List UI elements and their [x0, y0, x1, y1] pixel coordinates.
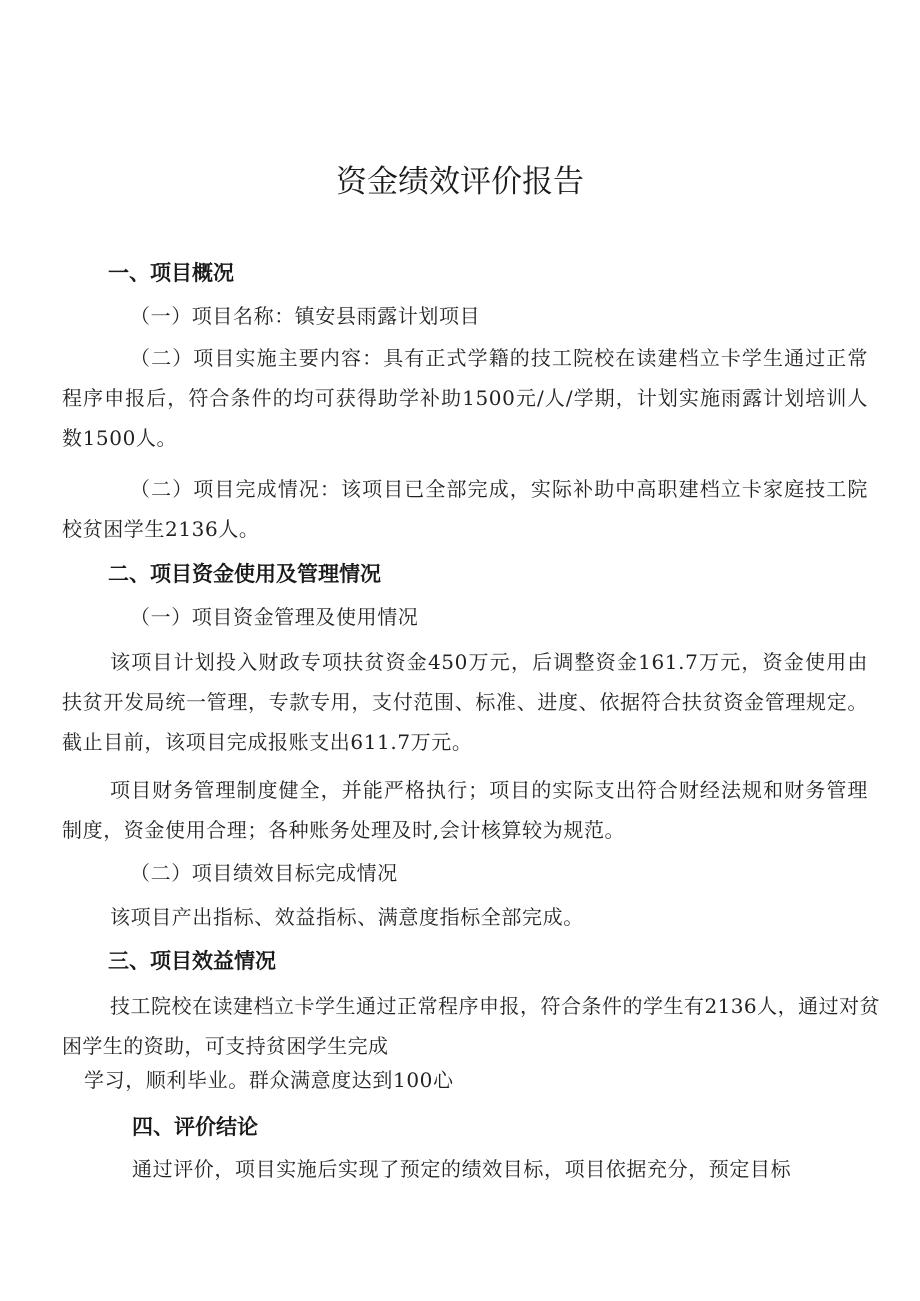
- subheading-performance-goals: （二）项目绩效目标完成情况: [130, 861, 398, 885]
- section-heading-benefits: 三、项目效益情况: [108, 949, 276, 973]
- paragraph-project-name: （一）项目名称：镇安县雨露计划项目: [130, 304, 481, 328]
- paragraph-benefits: 技工院校在读建档立卡学生通过正常程序申报，符合条件的学生有2136人，通过对贫困学生的资助，可支持贫困学生完成: [62, 994, 880, 1058]
- paragraph-funds-usage: 该项目计划投入财政专项扶贫资金450万元，后调整资金161.7万元，资金使用由扶贫开发局统一管理，专款专用，支付范围、标准、进度、依据符合扶贫资金管理规定。截止目前，该项目完成报账支出611.7万元。: [62, 650, 868, 754]
- paragraph-project-content: （二）项目实施主要内容：具有正式学籍的技工院校在读建档立卡学生通过正常程序申报后，符合条件的均可获得助学补助1500元/人/学期，计划实施雨露计划培训人数1500人。: [62, 346, 868, 450]
- paragraph-financial-management: 项目财务管理制度健全，并能严格执行；项目的实际支出符合财经法规和财务管理制度，资金使用合理；各种账务处理及时,会计核算较为规范。: [62, 778, 868, 842]
- section-heading-funds: 二、项目资金使用及管理情况: [108, 562, 381, 586]
- paragraph-benefits-continued: 学习，顺利毕业。群众满意度达到100心: [84, 1068, 454, 1092]
- paragraph-project-completion: （二）项目完成情况：该项目已全部完成，实际补助中高职建档立卡家庭技工院校贫困学生2136人。: [62, 477, 868, 541]
- subheading-funds-management: （一）项目资金管理及使用情况: [130, 605, 419, 629]
- section-heading-overview: 一、项目概况: [108, 261, 234, 285]
- document-title: 资金绩效评价报告: [336, 164, 584, 200]
- paragraph-goals-completed: 该项目产出指标、效益指标、满意度指标全部完成。: [110, 905, 584, 929]
- paragraph-conclusion: 通过评价，项目实施后实现了预定的绩效目标，项目依据充分，预定目标: [132, 1157, 792, 1181]
- section-heading-conclusion: 四、评价结论: [132, 1115, 258, 1139]
